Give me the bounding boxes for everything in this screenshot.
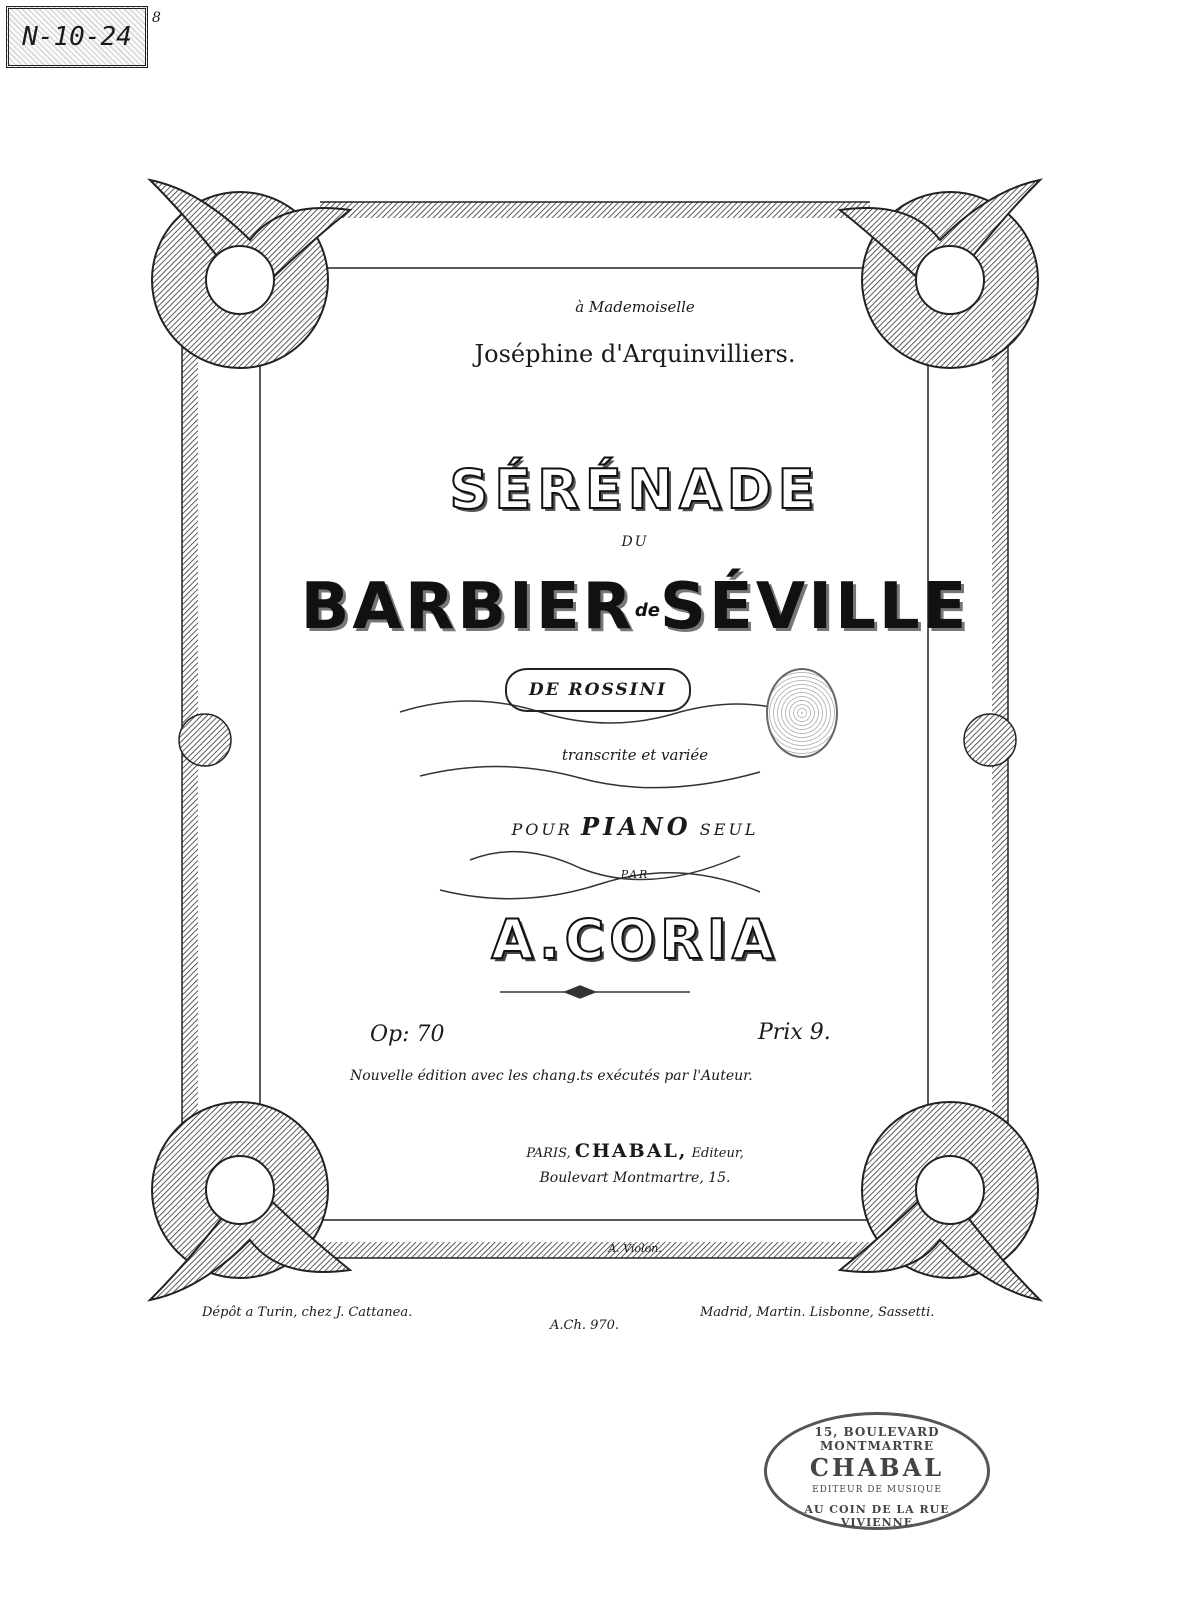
title-barbier: BARBIER bbox=[300, 570, 635, 644]
publisher-stamp bbox=[764, 1412, 990, 1530]
arrangement-note: transcrite et variée bbox=[561, 746, 709, 764]
title-de: de bbox=[634, 599, 660, 621]
instrument-seul: SEUL bbox=[699, 820, 759, 839]
author-name: A.CORIA bbox=[491, 908, 779, 971]
library-stamp bbox=[766, 668, 838, 758]
rosette-left bbox=[179, 714, 231, 766]
shelfmark-annotation: 8 bbox=[152, 10, 161, 26]
instrument-name: PIANO bbox=[580, 812, 692, 841]
publisher-line bbox=[260, 1140, 1010, 1162]
engraver-credit: A. Violon. bbox=[608, 1242, 662, 1255]
corner-ornament-bottom-left bbox=[150, 1102, 350, 1300]
title-seville: SÉVILLE bbox=[659, 570, 970, 644]
title-serenade: SÉRÉNADE bbox=[449, 458, 821, 521]
publisher-name: CHABAL, bbox=[574, 1140, 688, 1162]
stamp-subtitle: EDITEUR DE MUSIQUE bbox=[812, 1485, 942, 1495]
publisher-city: PARIS, bbox=[526, 1146, 571, 1161]
footer-madrid-lisbon: Madrid, Martin. Lisbonne, Sassetti. bbox=[700, 1305, 935, 1320]
corner-ornament-bottom-right bbox=[840, 1102, 1040, 1300]
par-label: PAR bbox=[620, 868, 650, 881]
dedication-name: Joséphine d'Arquinvilliers. bbox=[474, 340, 796, 368]
instrument-pour: POUR bbox=[511, 820, 573, 839]
title-connector: DU bbox=[621, 534, 649, 550]
publisher-role: Editeur, bbox=[691, 1146, 744, 1161]
edition-note: Nouvelle édition avec les chang.ts exécutés par l'Auteur. bbox=[350, 1068, 753, 1084]
title-barbier-seville bbox=[260, 570, 1010, 644]
footer-depot-turin: Dépôt a Turin, chez J. Cattanea. bbox=[202, 1305, 413, 1320]
shelfmark-label: N-10-24 bbox=[6, 6, 148, 68]
instrumentation bbox=[260, 812, 1010, 841]
stamp-ring-top: 15, BOULEVARD MONTMARTRE bbox=[814, 1425, 940, 1453]
publisher-address: Boulevart Montmartre, 15. bbox=[539, 1170, 731, 1186]
footer-plate-number: A.Ch. 970. bbox=[550, 1318, 620, 1333]
composer-cartouche: DE ROSSINI bbox=[505, 668, 691, 712]
opus-number: Op: 70 bbox=[370, 1022, 445, 1047]
dedication-prefix: à Mademoiselle bbox=[575, 298, 695, 316]
stamp-name: CHABAL bbox=[809, 1453, 945, 1482]
stamp-ring-bottom: AU COIN DE LA RUE VIVIENNE bbox=[804, 1503, 950, 1529]
price: Prix 9. bbox=[758, 1020, 831, 1045]
